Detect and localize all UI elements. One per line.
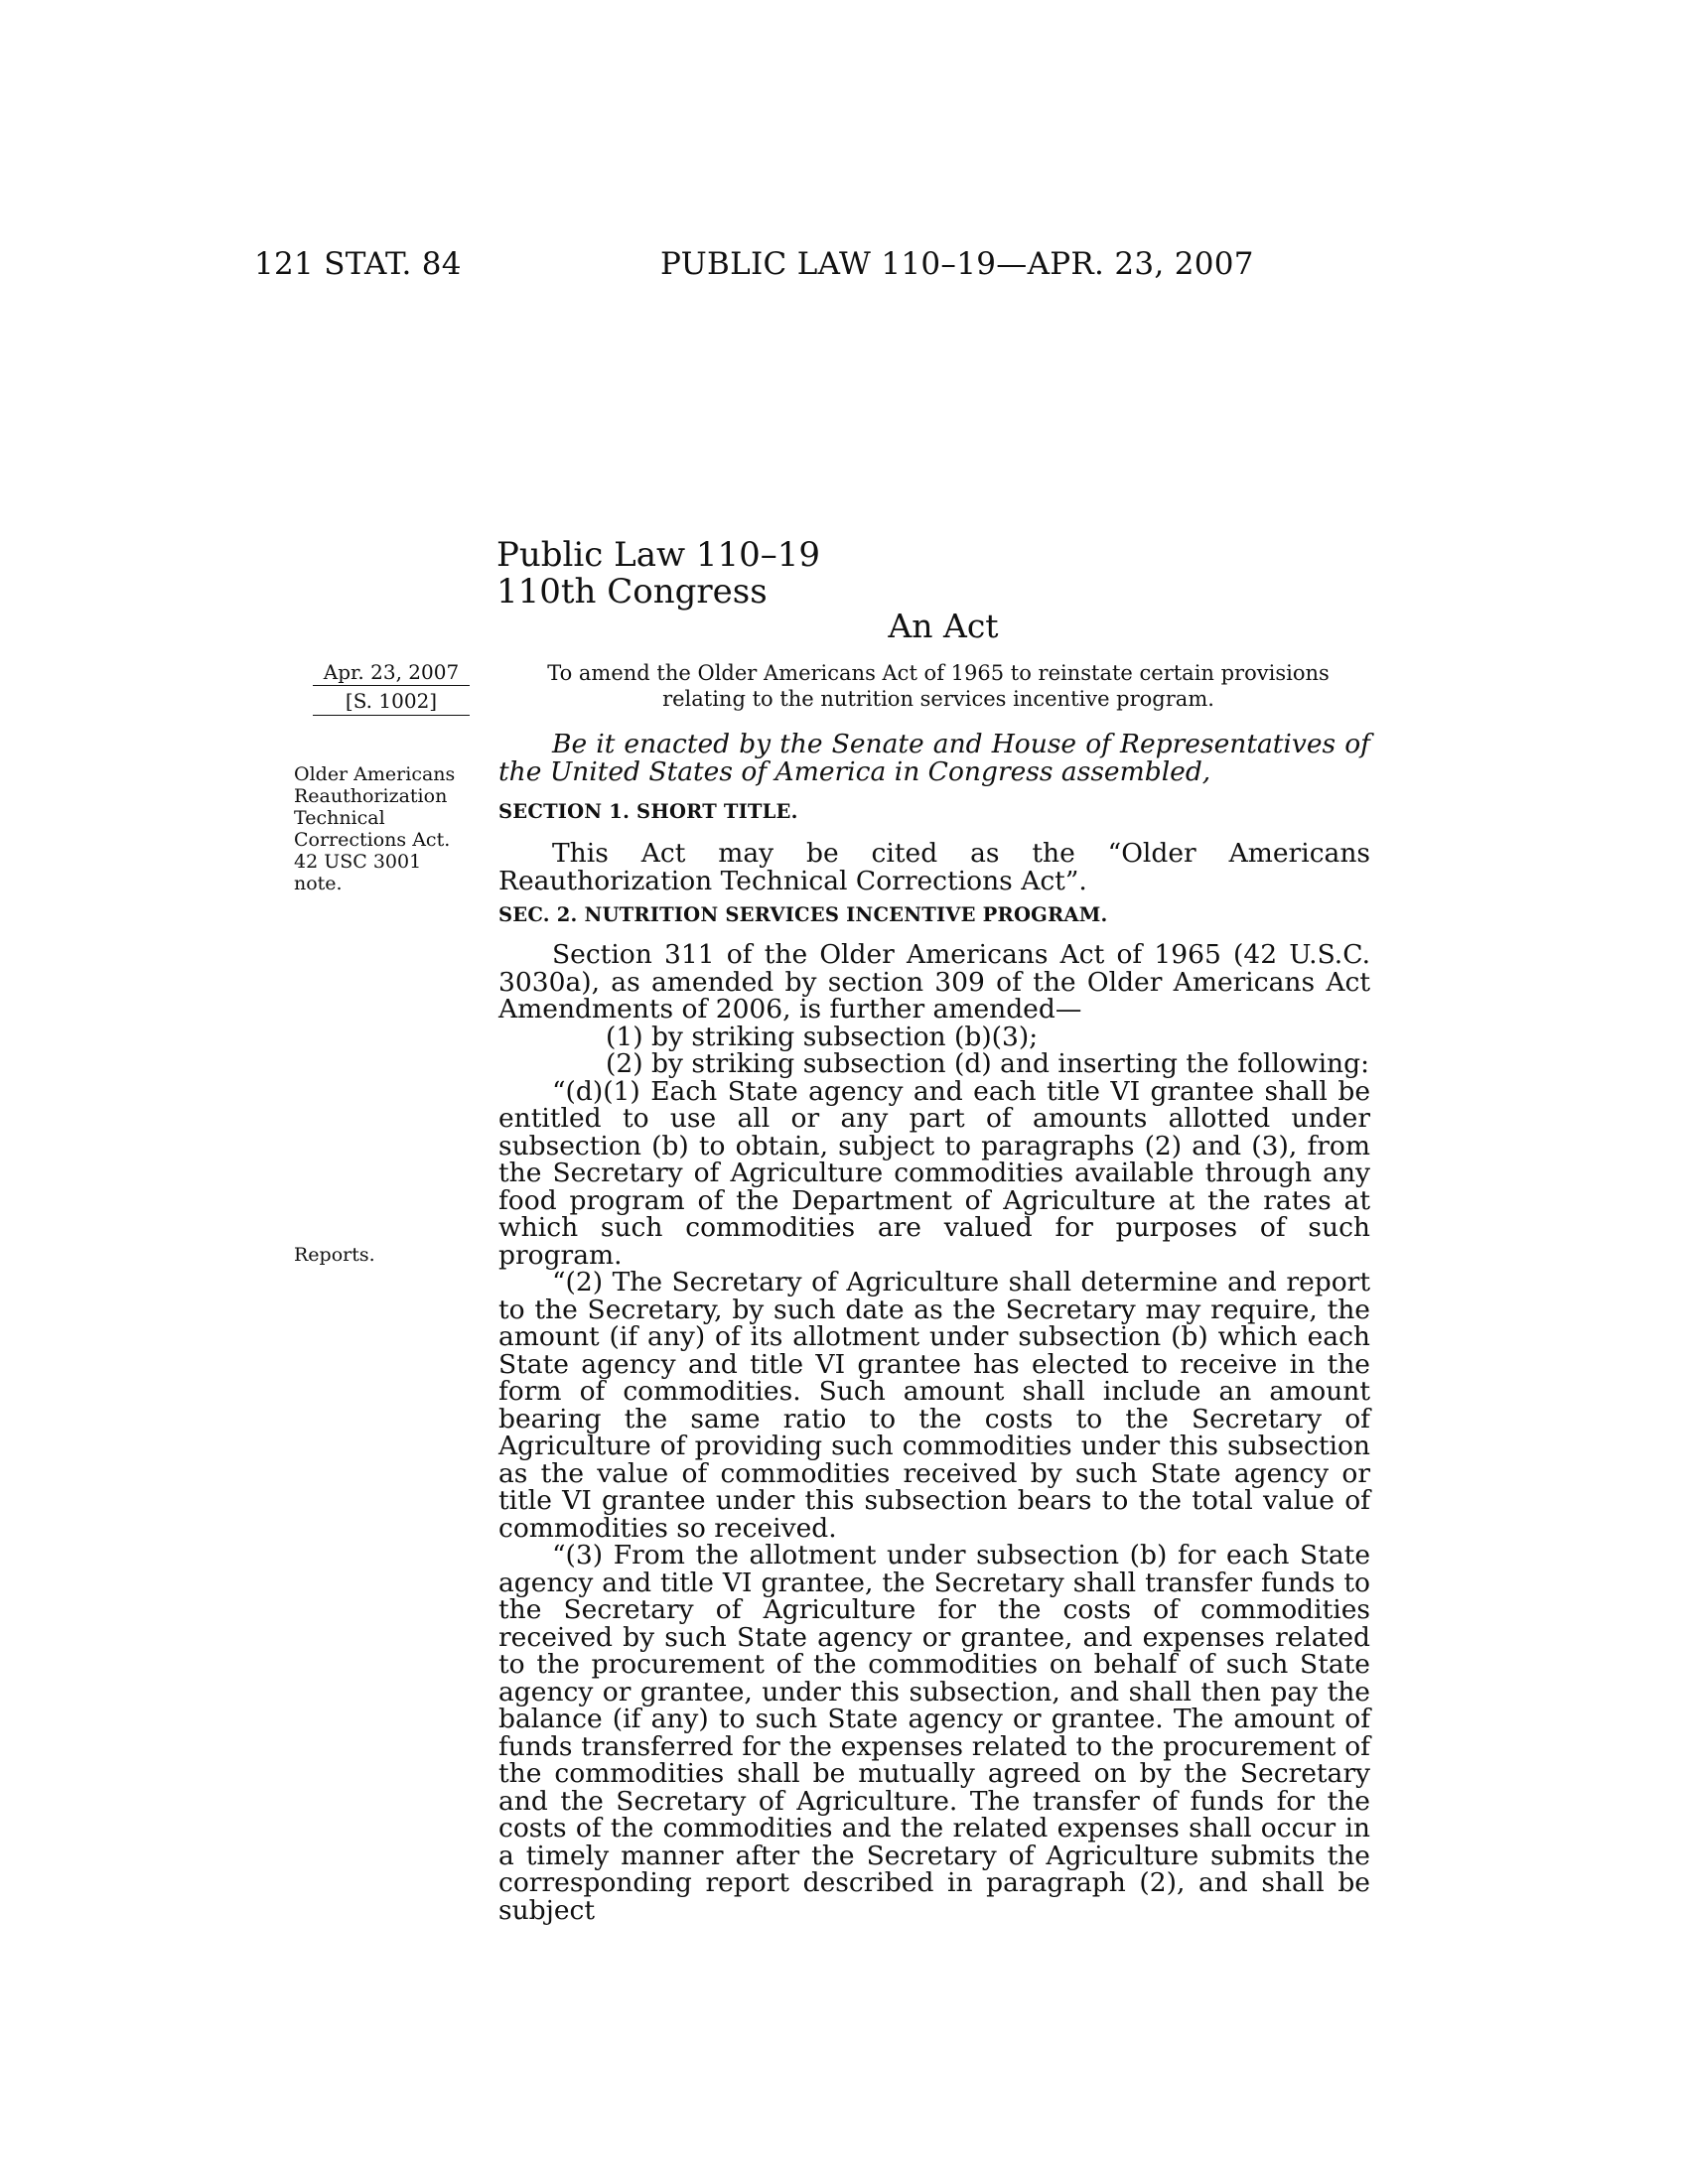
enacting-clause [498, 731, 1370, 785]
section-2-subsection-d2: “(2) The Secretary of Agriculture shall determine and report to the Secretary, by such date as the Secretary may require, the amount (if any) of its allotment under subsection (b) which each State agency and title VI grantee has elected to receive in the form of commodities. Such amount shall include an amount bearing the same ratio to the costs to the Secretary of Agriculture of providing such commodities under this subsection as the value of commodities received by such State agency or title VI grantee under this subsection bears to the total value of commodities so received. [498, 1267, 1370, 1544]
margin-bill-number: [S. 1002] [313, 687, 470, 716]
act-purpose: To amend the Older Americans Act of 1965 to reinstate certain provisions relating to the nutrition services incentive program. [547, 661, 1330, 711]
running-head-title: PUBLIC LAW 110–19—APR. 23, 2007 [660, 246, 1254, 282]
congress-label: 110th Congress [496, 572, 768, 612]
section-2-paragraph-intro: Section 311 of the Older Americans Act of 1965 (42 U.S.C. 3030a), as amended by section 309 of the Older Americans Act Amendments of 2006, is further amended— [498, 939, 1370, 1024]
section-2-heading: SEC. 2. NUTRITION SERVICES INCENTIVE PROGRAM. [498, 903, 1108, 926]
section-1-heading: SECTION 1. SHORT TITLE. [498, 800, 798, 823]
act-heading: An Act [888, 607, 999, 645]
section-1-body [498, 840, 1370, 894]
section-2-body [498, 941, 1370, 1924]
section-1-paragraph: This Act may be cited as the “Older Americans Reauthorization Technical Corrections Act”. [498, 838, 1370, 896]
section-2-subsection-d1: “(d)(1) Each State agency and each title VI grantee shall be entitled to use all or any part of amounts allotted under subsection (b) to obtain, subject to paragraphs (2) and (3), from the Secretary of Agriculture commodities available through any food program of the Department of Agriculture at the rates at which such commodities are valued for purposes of such program. [498, 1075, 1370, 1271]
margin-reports-note: Reports. [294, 1244, 375, 1266]
margin-date: Apr. 23, 2007 [313, 659, 470, 686]
section-2-subsection-d3: “(3) From the allotment under subsection (b) for each State agency and title VI grantee, the Secretary shall transfer funds to the Secretary of Agriculture for the costs of commodities received by such State agency or grantee, and expenses related to the procurement of the commodities on behalf of such State agency or grantee, under this subsection, and shall then pay the balance (if any) to such State agency or grantee. The amount of funds transferred for the expenses related to the procurement of the commodities shall be mutually agreed on by the Secretary and the Secretary of Agriculture. The transfer of funds for the costs of the commodities and the related expenses shall occur in a timely manner after the Secretary of Agriculture submits the corresponding report described in paragraph (2), and shall be subject [498, 1540, 1370, 1926]
enacting-clause-text: Be it enacted by the Senate and House of Representatives of the United States of America in Congress assembled, [498, 729, 1370, 787]
margin-short-title-note [294, 763, 473, 894]
section-2-item-2: (2) by striking subsection (d) and inserting the following: [606, 1048, 1370, 1079]
public-law-number: Public Law 110–19 [496, 535, 821, 575]
section-2-item-1: (1) by striking subsection (b)(3); [606, 1021, 1039, 1052]
margin-short-title-text: Older Americans Reauthorization Technical Corrections Act. 42 USC 3001 note. [294, 763, 456, 894]
stat-page-number: 121 STAT. 84 [254, 246, 462, 282]
